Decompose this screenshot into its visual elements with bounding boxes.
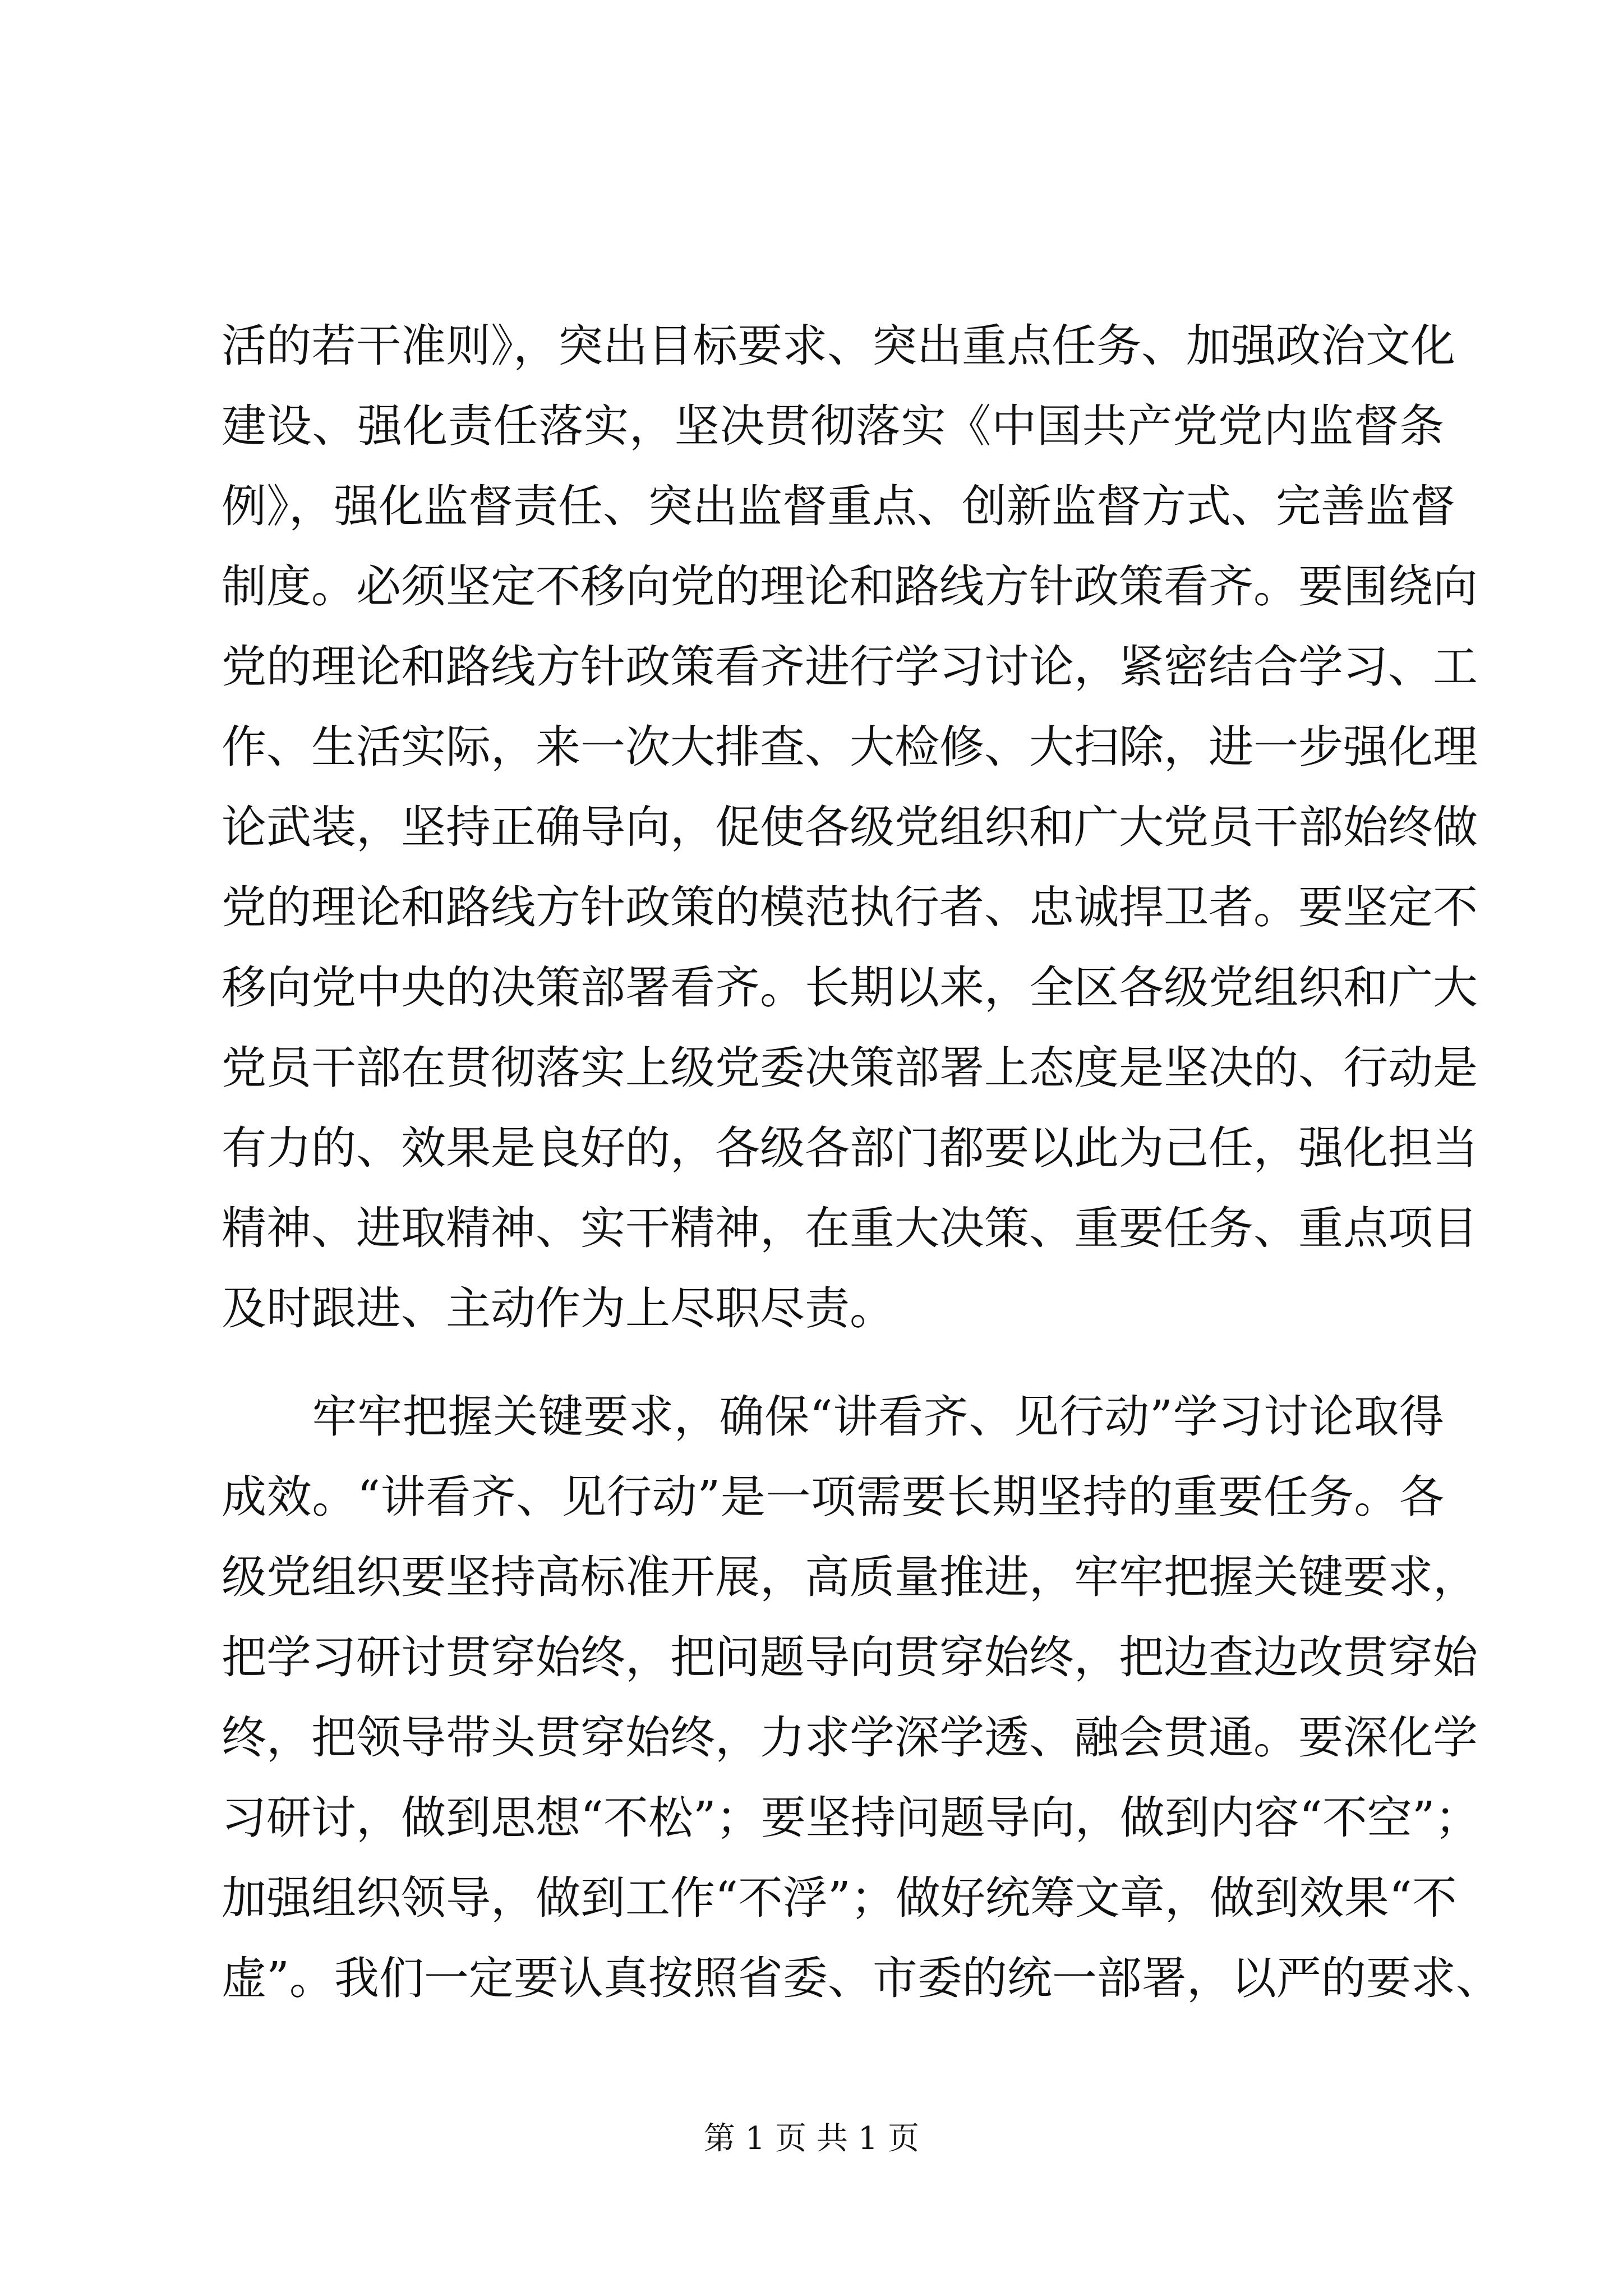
paragraph-1 <box>222 306 1478 1349</box>
text-line: 论武装，坚持正确导向，促使各级党组织和广大党员干部始终做 <box>222 801 1478 853</box>
text-line: 成效。“讲看齐、见行动”是一项需要长期坚持的重要任务。各 <box>222 1471 1444 1523</box>
text-line: 习研讨，做到思想“不松”；要坚持问题导向，做到内容“不空”； <box>222 1792 1480 1844</box>
text-line: 级党组织要坚持高标准开展，高质量推进，牢牢把握关键要求， <box>222 1551 1478 1603</box>
text-line: 虚”。我们一定要认真按照省委、市委的统一部署，以严的要求、 <box>222 1952 1501 2004</box>
text-line: 终，把领导带头贯穿始终，力求学深学透、融会贯通。要深化学 <box>222 1711 1478 1764</box>
text-line: 牢牢把握关键要求，确保“讲看齐、见行动”学习讨论取得 <box>222 1391 1444 1443</box>
text-line: 例》，强化监督责任、突出监督重点、创新监督方式、完善监督 <box>222 480 1455 532</box>
text-line: 制度。必须坚定不移向党的理论和路线方针政策看齐。要围绕向 <box>222 560 1478 613</box>
body-text <box>222 306 1501 2018</box>
paragraph-2 <box>222 1377 1501 2018</box>
text-line: 党员干部在贯彻落实上级党委决策部署上态度是坚决的、行动是 <box>222 1042 1478 1094</box>
text-line: 加强组织领导，做到工作“不浮”；做好统筹文章，做到效果“不 <box>222 1872 1457 1924</box>
text-line: 党的理论和路线方针政策的模范执行者、忠诚捍卫者。要坚定不 <box>222 881 1478 933</box>
text-line: 移向党中央的决策部署看齐。长期以来，全区各级党组织和广大 <box>222 961 1478 1014</box>
text-line: 活的若干准则》，突出目标要求、突出重点任务、加强政治文化 <box>222 320 1455 372</box>
paragraph-spacing <box>222 1349 1444 1377</box>
text-line: 党的理论和路线方针政策看齐进行学习讨论，紧密结合学习、工 <box>222 641 1478 693</box>
text-line: 有力的、效果是良好的，各级各部门都要以此为己任，强化担当 <box>222 1122 1478 1174</box>
text-line: 建设、强化责任落实，坚决贯彻落实《中国共产党党内监督条 <box>222 400 1444 452</box>
page-number-footer: 第 1 页 共 1 页 <box>703 2120 920 2157</box>
text-line: 及时跟进、主动作为上尽职尽责。 <box>222 1282 895 1335</box>
text-line: 把学习研讨贯穿始终，把问题导向贯穿始终，把边查边改贯穿始 <box>222 1631 1478 1683</box>
text-line: 精神、进取精神、实干精神，在重大决策、重要任务、重点项目 <box>222 1202 1478 1254</box>
text-line: 作、生活实际，来一次大排查、大检修、大扫除，进一步强化理 <box>222 721 1478 773</box>
